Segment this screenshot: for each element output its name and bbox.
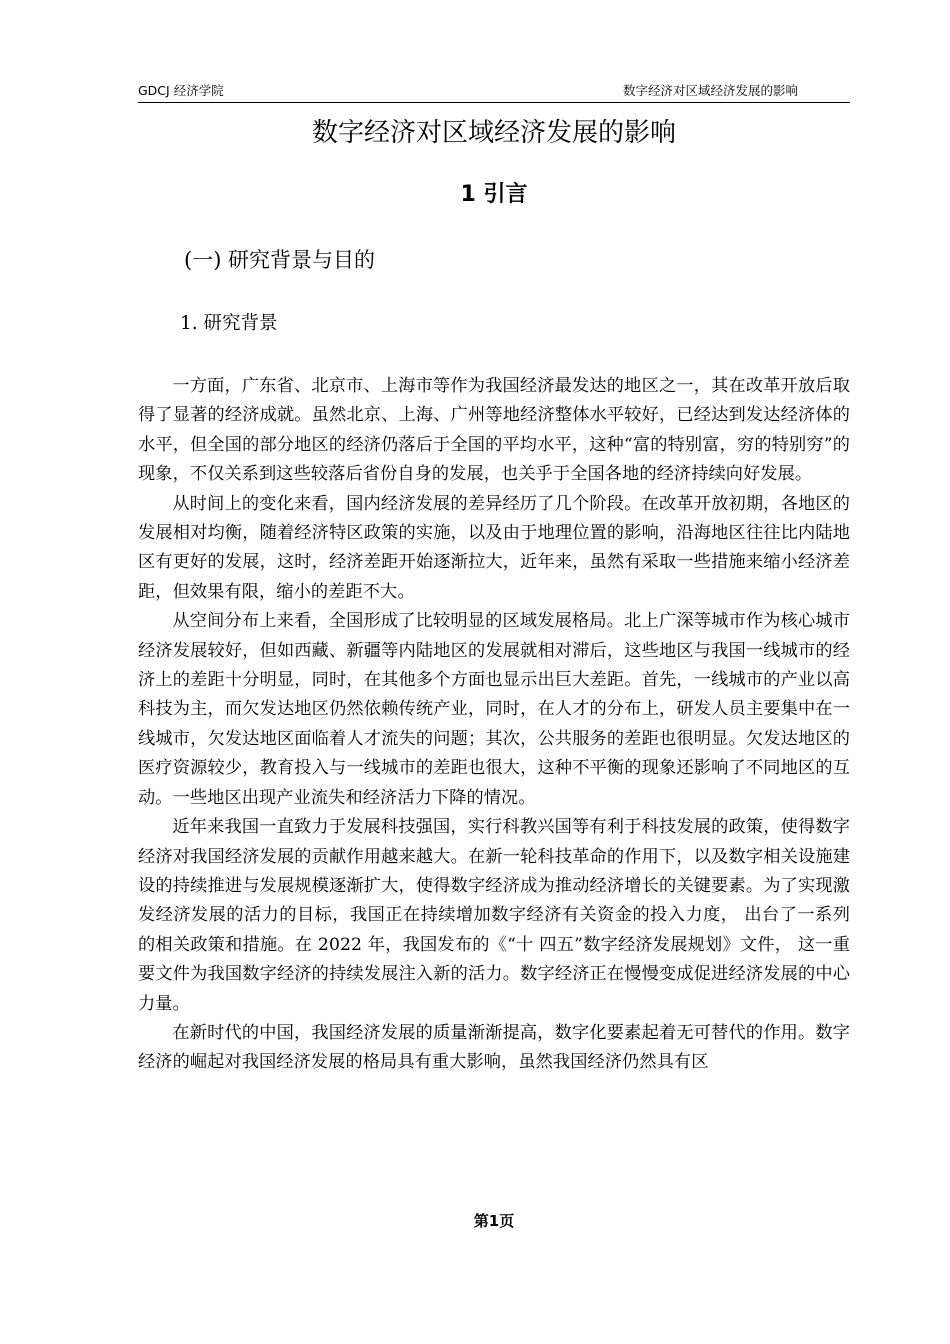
body-paragraph: 一方面，广东省、北京市、上海市等作为我国经济最发达的地区之一，其在改革开放后取得了显著的经济成就。虽然北京、上海、广州等地经济整体水平较好，已经达到发达经济体的水平，但全国的部分地区的经济仍落后于全国的平均水平，这种“富的特别富，穷的特别穷”的现象，不仅关系到这些较落后省份自身的发展，也关乎于全国各地的经济持续向好发展。 xyxy=(138,376,850,485)
document-title: 数字经济对区域经济发展的影响 xyxy=(311,118,676,148)
body-paragraph: 从空间分布上来看，全国形成了比较明显的区域发展格局。北上广深等城市作为核心城市经济发展较好，但如西藏、新疆等内陆地区的发展就相对滞后，这些地区与我国一线城市的经济上的差距十分明显，同时，在其他多个方面也显示出巨大差距。首先，一线城市的产业以高科技为主，而欠发达地区仍然依赖传统产业，同时，在人才的分布上，研发人员主要集中在一线城市，欠发达地区面临着人才流失的问题；其次，公共服务的差距也很明显。欠发达地区的医疗资源较少，教育投入与一线城市的差距也很大，这种不平衡的现象还影响了不同地区的互动。一些地区出现产业流失和经济活力下降的情况。 xyxy=(138,611,850,808)
body-paragraph: 从时间上的变化来看，国内经济发展的差异经历了几个阶段。在改革开放初期，各地区的发展相对均衡，随着经济特区政策的实施，以及由于地理位置的影响，沿海地区往往比内陆地区有更好的发展，这时，经济差距开始逐渐拉大，近年来，虽然有采取一些措施来缩小经济差距，但效果有限，缩小的差距不大。 xyxy=(138,493,850,602)
header-right-text: 数字经济对区域经济发展的影响 xyxy=(622,83,798,98)
body-paragraph: 近年来我国一直致力于发展科技强国，实行科教兴国等有利于科技发展的政策，使得数字经济对我国经济发展的贡献作用越来越大。在新一轮科技革命的作用下，以及数字相关设施建设的持续推进与发展规模逐渐扩大，使得数字经济成为推动经济增长的关键要素。为了实现激发经济发展的活力的目标，我国正在持续增加数字经济有关资金的投入力度， 出台了一系列的相关政策和措施。在 2022 年，我国发布的《“十 四五”数字经济发展规划》文件， 这一重要文件为我国数字经济的持续发展注入新的活力。数字经济正在慢慢变成促进经济发展的中心力量。 xyxy=(138,817,850,1014)
subsubsection-heading: 1. 研究背景 xyxy=(180,313,278,334)
section-heading: 1 引言 xyxy=(460,182,528,207)
body-text xyxy=(138,372,850,1078)
body-paragraph: 在新时代的中国，我国经济发展的质量渐渐提高，数字化要素起着无可替代的作用。数字经济的崛起对我国经济发展的格局具有重大影响，虽然我国经济仍然具有区 xyxy=(138,1022,850,1073)
page-header xyxy=(138,80,850,103)
header-left-text: GDCJ 经济学院 xyxy=(138,83,224,98)
page-number: 第1页 xyxy=(473,1212,515,1230)
subsection-heading: (一) 研究背景与目的 xyxy=(184,248,376,272)
